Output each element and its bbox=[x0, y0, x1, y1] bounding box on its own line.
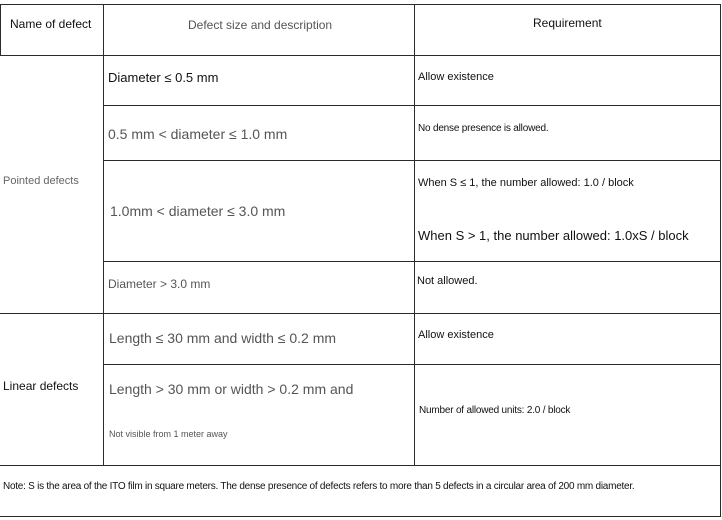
table-rule-right bbox=[720, 4, 721, 516]
group-name-pointed: Pointed defects bbox=[3, 175, 79, 187]
row-requirement: Number of allowed units: 2.0 / block bbox=[419, 405, 571, 416]
row-description-note: Not visible from 1 meter away bbox=[109, 429, 228, 439]
table-rule-bottom bbox=[0, 516, 721, 517]
row-description: Length ≤ 30 mm and width ≤ 0.2 mm bbox=[109, 330, 337, 346]
row-description: Length > 30 mm or width > 0.2 mm and bbox=[109, 381, 354, 397]
table-rule-col2 bbox=[414, 4, 415, 465]
table-rule-top bbox=[0, 4, 721, 5]
row-description: Diameter ≤ 0.5 mm bbox=[108, 70, 219, 85]
group-name-linear: Linear defects bbox=[3, 379, 79, 393]
header-defect-description: Defect size and description bbox=[188, 18, 333, 32]
table-rule-group bbox=[0, 313, 721, 314]
row-requirement: Allow existence bbox=[418, 329, 494, 341]
row-requirement: No dense presence is allowed. bbox=[418, 123, 549, 134]
table-rule-row bbox=[103, 364, 721, 365]
table-rule-header-bottom bbox=[0, 55, 721, 56]
row-requirement: Not allowed. bbox=[417, 275, 478, 287]
row-description: 1.0mm < diameter ≤ 3.0 mm bbox=[110, 203, 286, 219]
header-name-of-defect: Name of defect bbox=[10, 17, 92, 31]
table-note: Note: S is the area of the ITO film in square meters. The dense presence of defects refers to more than 5 defects in a circular area of 200 mm diameter. bbox=[3, 481, 635, 492]
row-description: Diameter > 3.0 mm bbox=[108, 277, 211, 291]
row-requirement: Allow existence bbox=[418, 71, 494, 83]
table-rule-note-top bbox=[0, 465, 721, 466]
row-requirement-line: When S > 1, the number allowed: 1.0xS / block bbox=[418, 228, 689, 243]
header-requirement: Requirement bbox=[533, 16, 602, 30]
table-rule-row bbox=[103, 261, 721, 262]
table-rule-col1 bbox=[103, 4, 104, 465]
table-rule-row bbox=[103, 105, 721, 106]
row-requirement-line: When S ≤ 1, the number allowed: 1.0 / block bbox=[418, 177, 634, 189]
table-rule-row bbox=[103, 160, 721, 161]
row-description: 0.5 mm < diameter ≤ 1.0 mm bbox=[108, 126, 288, 142]
table-rule-left bbox=[0, 4, 1, 55]
